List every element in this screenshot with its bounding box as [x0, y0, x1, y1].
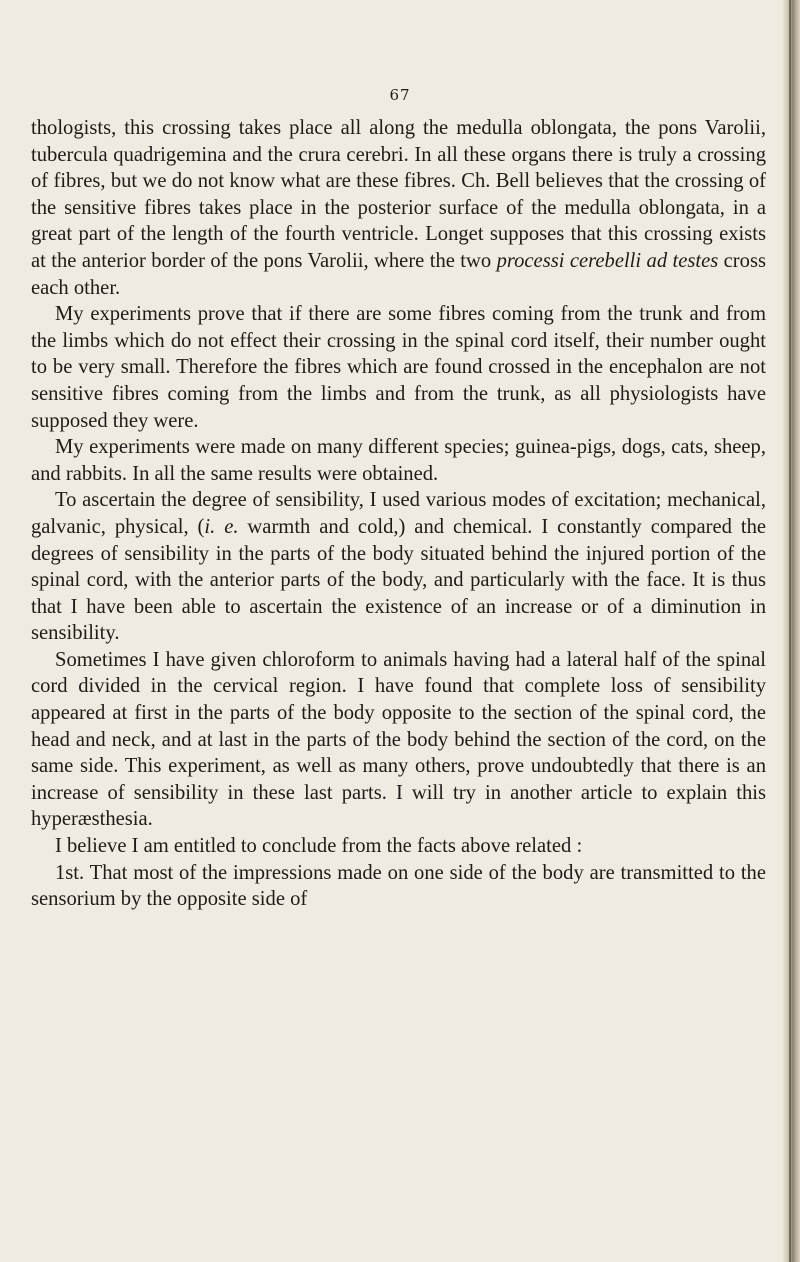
- paragraph-2: My experiments prove that if there are some fibres coming from the trunk and from the limbs which do not effect their crossing in the spinal cord itself, their number ought to be very small. Therefore the fibres which are found crossed in the encephalon are not sensitive fibres coming from the limbs and from the trunk, as all physiologists have supposed they were.: [31, 303, 766, 432]
- latin-term: processi cerebelli ad testes: [496, 249, 719, 272]
- paragraph-5: Sometimes I have given chloroform to animals having had a lateral half of the spinal cord divided in the cervical region. I have found that complete loss of sensibility appeared at first in the parts of the body opposite to the section of the spinal cord, the head and neck, and at last in the parts of the body behind the section of the cord, on the same side. This experiment, as well as many others, prove undoubtedly that there is an increase of sensibility in these last parts. I will try in another article to explain this hyperæsthesia.: [31, 648, 766, 831]
- paragraph-1: thologists, this crossing takes place all along the medulla oblongata, the pons Varolii, tubercula quadrigemina and the crura cerebri. In all these organs there is truly a crossing of fibres, but we do not know what are these fibres. Ch. Bell believes that the crossing of the sensitive fibres takes place in the posterior surface of the medulla oblongata, in a great part of the length of the fourth ventricle. Longet supposes that this crossing exists at the anterior border of the pons Varolii, where the two processi cerebelli ad testes cross each other.: [31, 117, 766, 299]
- binding-shadow-line: [789, 0, 791, 1262]
- paragraph-3: My experiments were made on many different species; guinea-pigs, dogs, cats, sheep, and rabbits. In all the same results were obtained.: [31, 436, 766, 485]
- ie-abbreviation: i. e.: [204, 515, 239, 538]
- page-number: 67: [389, 86, 411, 104]
- paragraph-6: I believe I am entitled to conclude from the facts above related :: [55, 835, 583, 858]
- page-binding-edge: [782, 0, 800, 1262]
- paragraph-7: 1st. That most of the impressions made on one side of the body are transmitted to the sensorium by the opposite side of: [31, 861, 766, 911]
- paragraph-4: To ascertain the degree of sensibility, I used various modes of excitation; mechanical, galvanic, physical, (i. e. warmth and cold,) and chemical. I constantly compared the degrees of sensibility in the parts of the body situated behind the injured portion of the spinal cord, with the anterior parts of the body, and particularly with the face. It is thus that I have been able to ascertain the existence of an increase or of a diminution in sensibility.: [31, 489, 767, 645]
- body-text: [31, 115, 766, 913]
